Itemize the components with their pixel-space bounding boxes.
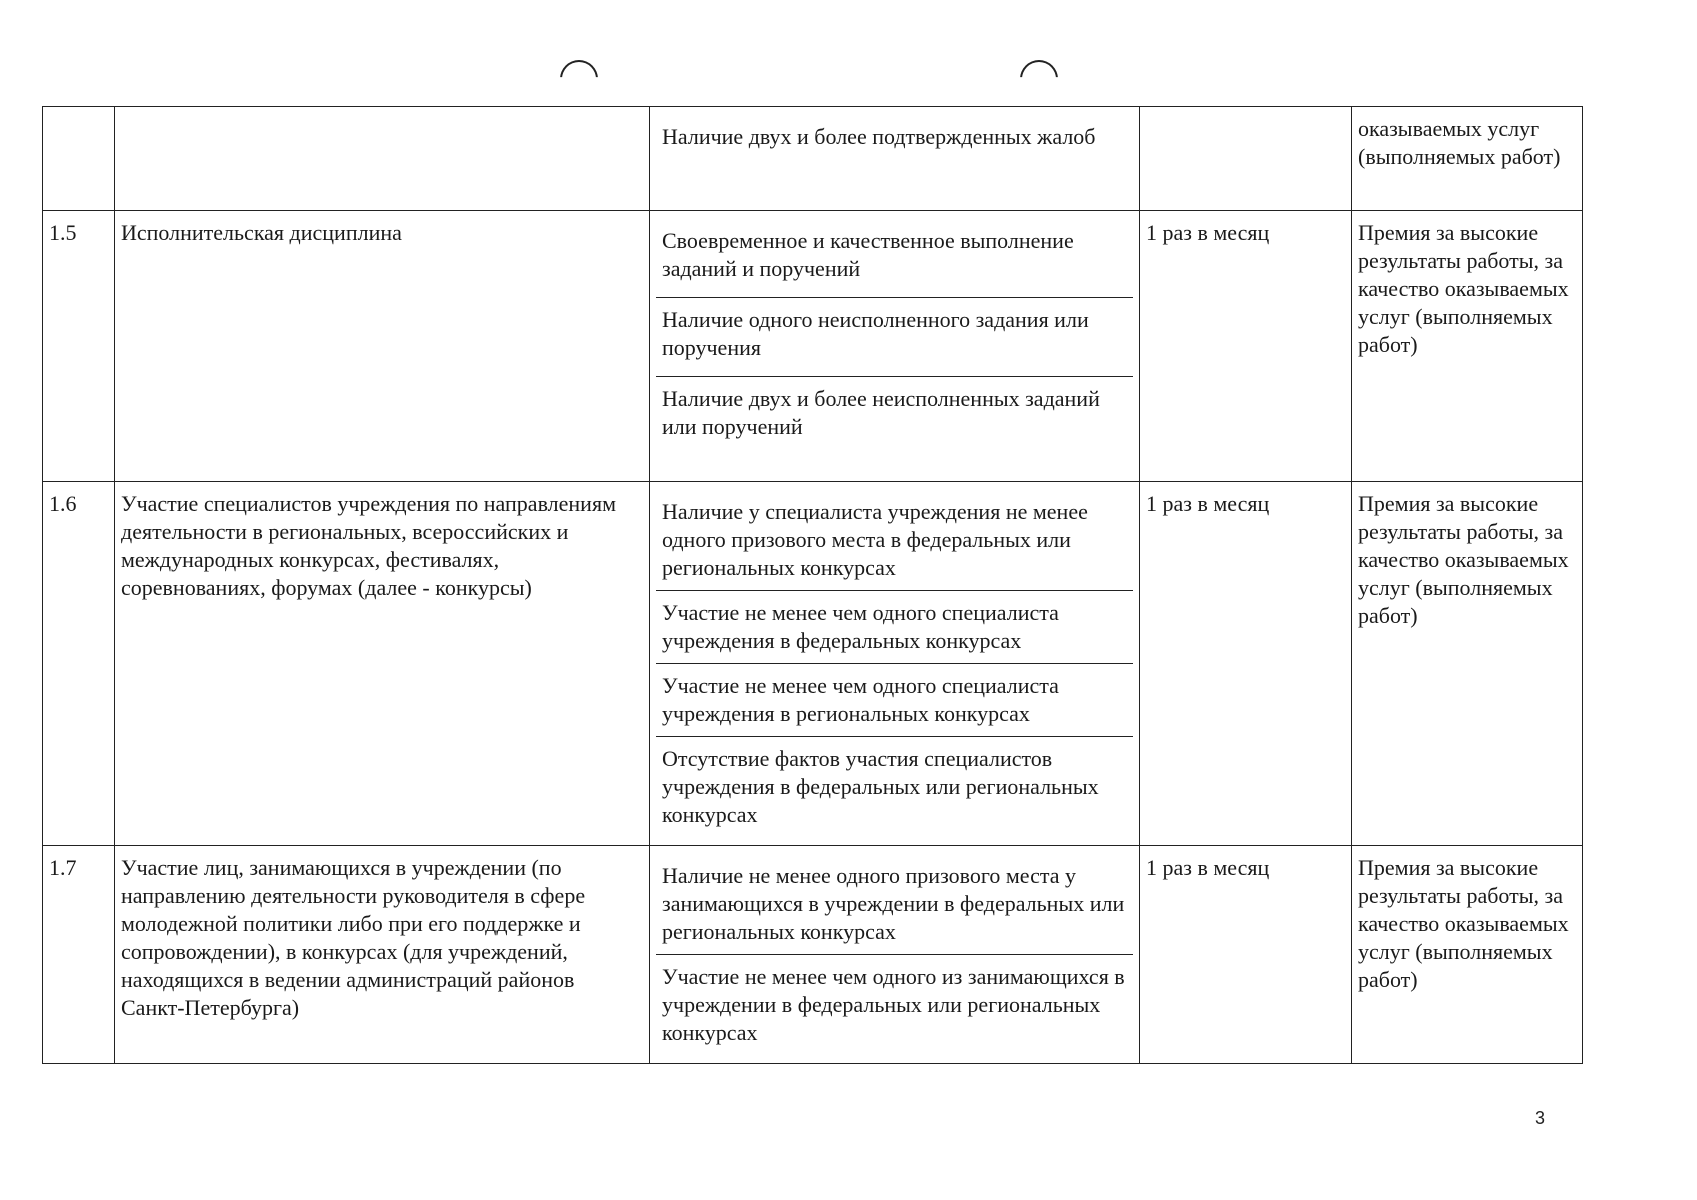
table-row bbox=[43, 482, 1583, 846]
criteria-cell bbox=[650, 211, 1140, 482]
table-row bbox=[43, 846, 1583, 1064]
criterion: Участие не менее чем одного специалиста учреждения в региональных конкурсах bbox=[656, 664, 1133, 737]
period-cell: 1 раз в месяц bbox=[1140, 211, 1352, 482]
row-number: 1.7 bbox=[43, 846, 115, 1064]
criterion: Отсутствие фактов участия специалистов учреждения в федеральных или региональных конкурсах bbox=[662, 746, 1099, 827]
period-cell: 1 раз в месяц bbox=[1140, 846, 1352, 1064]
page-number: 3 bbox=[1534, 1108, 1545, 1128]
row-number bbox=[43, 107, 115, 211]
payment-cell: Премия за высокие результаты работы, за качество оказываемых услуг (выполняемых работ) bbox=[1352, 211, 1583, 482]
criteria-table bbox=[42, 106, 1583, 1064]
punch-hole-mark bbox=[1020, 60, 1058, 98]
criterion: Своевременное и качественное выполнение заданий и поручений bbox=[656, 219, 1133, 298]
indicator-cell bbox=[115, 107, 650, 211]
payment-cell: Премия за высокие результаты работы, за качество оказываемых услуг (выполняемых работ) bbox=[1352, 482, 1583, 846]
row-number: 1.5 bbox=[43, 211, 115, 482]
criteria-cell bbox=[650, 107, 1140, 211]
criterion: Участие не менее чем одного специалиста учреждения в федеральных конкурсах bbox=[656, 591, 1133, 664]
indicator-cell: Участие специалистов учреждения по направлениям деятельности в региональных, всероссийских и международных конкурсах, фестивалях, соревнованиях, форумах (далее - конкурсы) bbox=[115, 482, 650, 846]
indicator-cell: Участие лиц, занимающихся в учреждении (по направлению деятельности руководителя в сфере молодежной политики либо при его поддержке и сопровождении), в конкурсах (для учреждений, находящихся в ведении администраций районов Санкт-Петербурга) bbox=[115, 846, 650, 1064]
period-cell bbox=[1140, 107, 1352, 211]
criterion: Наличие двух и более подтвержденных жалоб bbox=[662, 124, 1096, 149]
period-cell: 1 раз в месяц bbox=[1140, 482, 1352, 846]
criterion: Наличие у специалиста учреждения не менее одного призового места в федеральных или региональных конкурсах bbox=[656, 490, 1133, 591]
row-number: 1.6 bbox=[43, 482, 115, 846]
payment-cell: Премия за высокие результаты работы, за качество оказываемых услуг (выполняемых работ) bbox=[1352, 846, 1583, 1064]
criterion: Наличие двух и более неисполненных заданий или поручений bbox=[662, 386, 1100, 439]
table-row bbox=[43, 107, 1583, 211]
criteria-cell bbox=[650, 482, 1140, 846]
table-row bbox=[43, 211, 1583, 482]
criterion: Участие не менее чем одного из занимающихся в учреждении в федеральных или региональных конкурсах bbox=[662, 964, 1125, 1045]
criteria-cell bbox=[650, 846, 1140, 1064]
payment-cell: оказываемых услуг (выполняемых работ) bbox=[1352, 107, 1583, 211]
criterion: Наличие одного неисполненного задания или поручения bbox=[656, 298, 1133, 377]
punch-hole-mark bbox=[560, 60, 598, 98]
criterion: Наличие не менее одного призового места у занимающихся в учреждении в федеральных или региональных конкурсах bbox=[656, 854, 1133, 955]
indicator-cell: Исполнительская дисциплина bbox=[115, 211, 650, 482]
